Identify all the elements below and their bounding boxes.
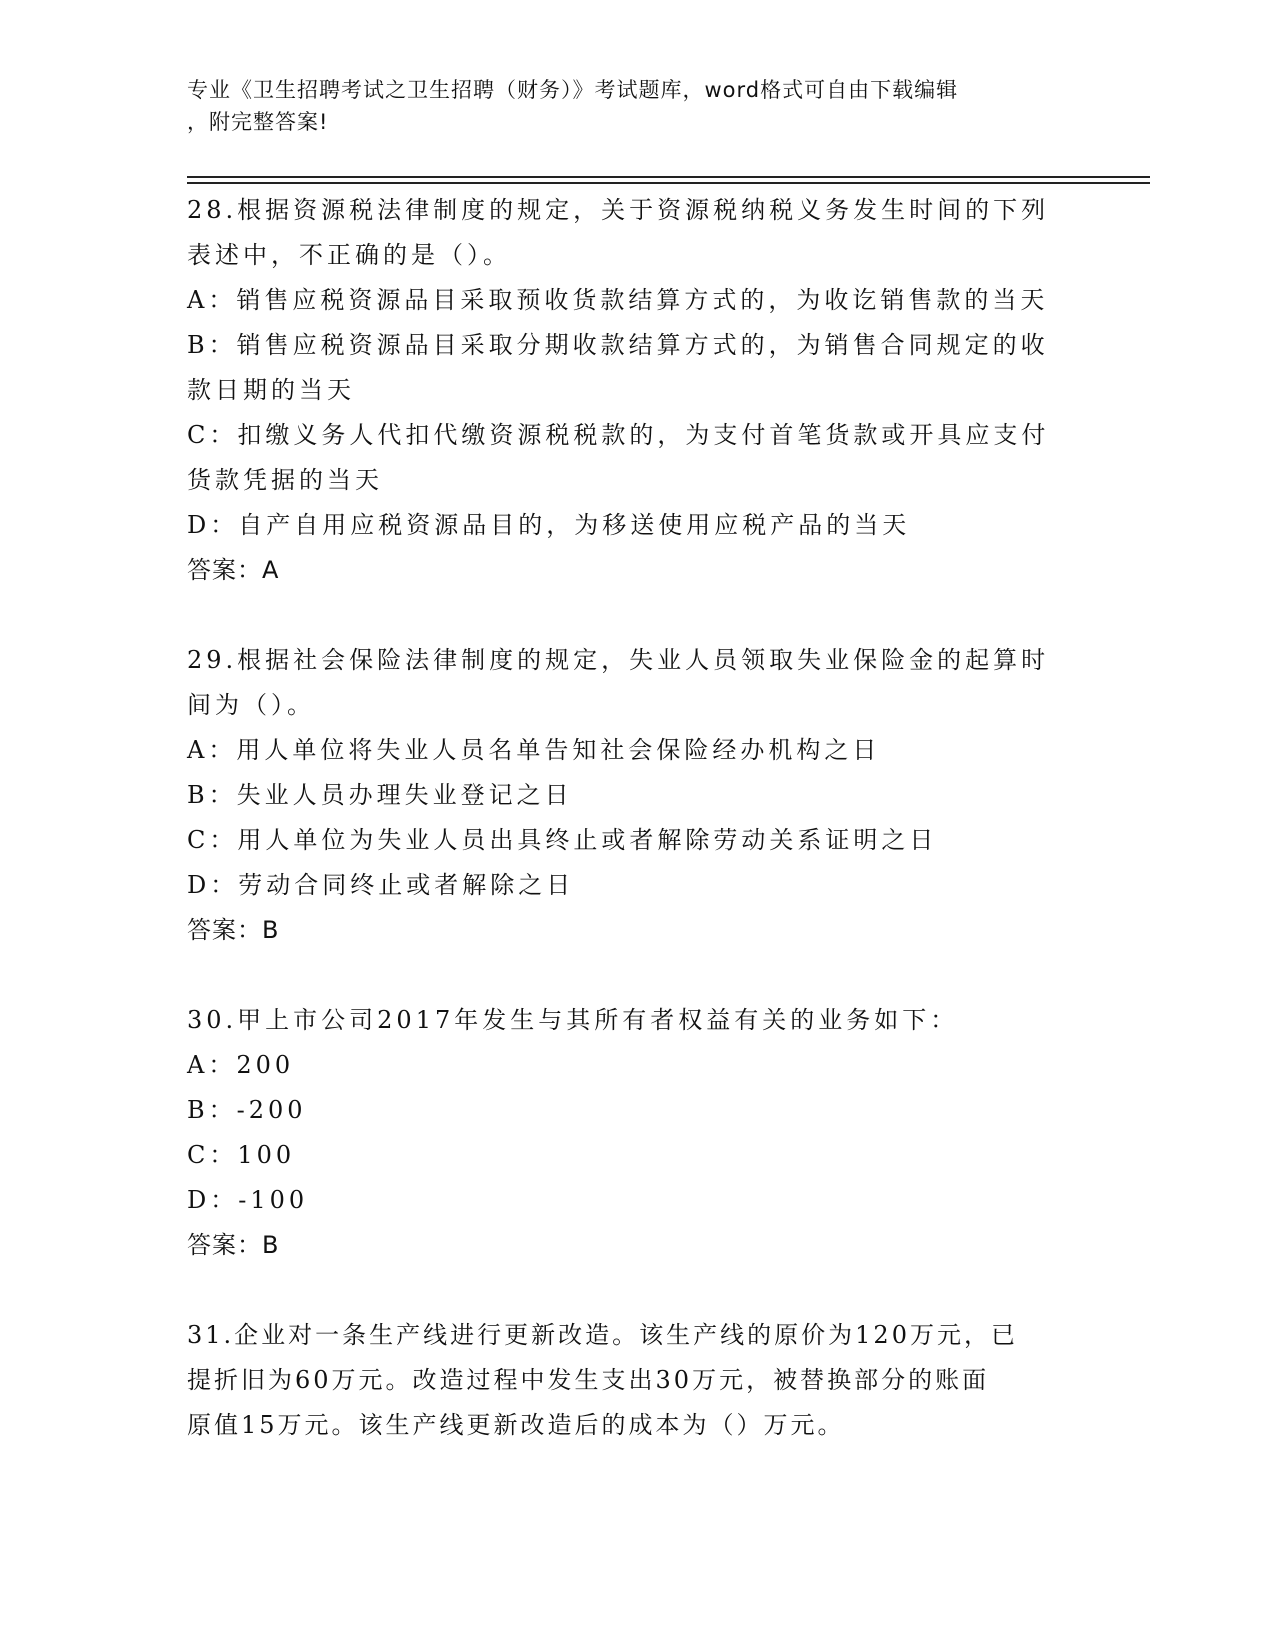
option-line: B：-200 bbox=[187, 1096, 307, 1124]
question-stem-line: 31.企业对一条生产线进行更新改造。该生产线的原价为120万元，已 bbox=[187, 1321, 1018, 1349]
question-stem-line: 30.甲上市公司2017年发生与其所有者权益有关的业务如下： bbox=[187, 1006, 959, 1034]
option-line: 货款凭据的当天 bbox=[187, 466, 383, 494]
option-line: A：200 bbox=[187, 1051, 295, 1079]
header-divider-bottom bbox=[187, 182, 1150, 184]
header-divider-top bbox=[187, 176, 1150, 178]
question-stem-line: 原值15万元。该生产线更新改造后的成本为（）万元。 bbox=[187, 1411, 845, 1439]
option-line: C：扣缴义务人代扣代缴资源税税款的，为支付首笔货款或开具应支付 bbox=[187, 421, 1050, 449]
option-line: D：劳动合同终止或者解除之日 bbox=[187, 871, 575, 899]
question-stem-line: 29.根据社会保险法律制度的规定，失业人员领取失业保险金的起算时 bbox=[187, 646, 1050, 674]
question-31 bbox=[187, 1313, 1087, 1448]
option-line: B：失业人员办理失业登记之日 bbox=[187, 781, 573, 809]
option-line: B：销售应税资源品目采取分期收款结算方式的，为销售合同规定的收 bbox=[187, 331, 1049, 359]
option-line: D：自产自用应税资源品目的，为移送使用应税产品的当天 bbox=[187, 511, 911, 539]
header-line-2: ，附完整答案! bbox=[187, 110, 329, 134]
option-line: A：销售应税资源品目采取预收货款结算方式的，为收讫销售款的当天 bbox=[187, 286, 1049, 314]
question-stem-line: 28.根据资源税法律制度的规定，关于资源税纳税义务发生时间的下列 bbox=[187, 196, 1050, 224]
question-stem-line: 表述中，不正确的是（）。 bbox=[187, 241, 511, 269]
question-stem-line: 提折旧为60万元。改造过程中发生支出30万元，被替换部分的账面 bbox=[187, 1366, 990, 1394]
option-line: D：-100 bbox=[187, 1186, 309, 1214]
option-line: A：用人单位将失业人员名单告知社会保险经办机构之日 bbox=[187, 736, 881, 764]
option-line: C：100 bbox=[187, 1141, 296, 1169]
question-stem-line: 间为（）。 bbox=[187, 691, 315, 719]
answer-line: 答案：B bbox=[187, 916, 280, 944]
answer-line: 答案：A bbox=[187, 556, 280, 584]
question-list bbox=[187, 188, 1087, 1493]
question-28 bbox=[187, 188, 1087, 593]
option-line: C：用人单位为失业人员出具终止或者解除劳动关系证明之日 bbox=[187, 826, 938, 854]
answer-line: 答案：B bbox=[187, 1231, 280, 1259]
document-header bbox=[187, 74, 1077, 138]
header-line-1: 专业《卫生招聘考试之卫生招聘（财务）》考试题库，word格式可自由下载编辑 bbox=[187, 78, 959, 102]
option-line: 款日期的当天 bbox=[187, 376, 355, 404]
question-29 bbox=[187, 638, 1087, 953]
question-30 bbox=[187, 998, 1087, 1268]
